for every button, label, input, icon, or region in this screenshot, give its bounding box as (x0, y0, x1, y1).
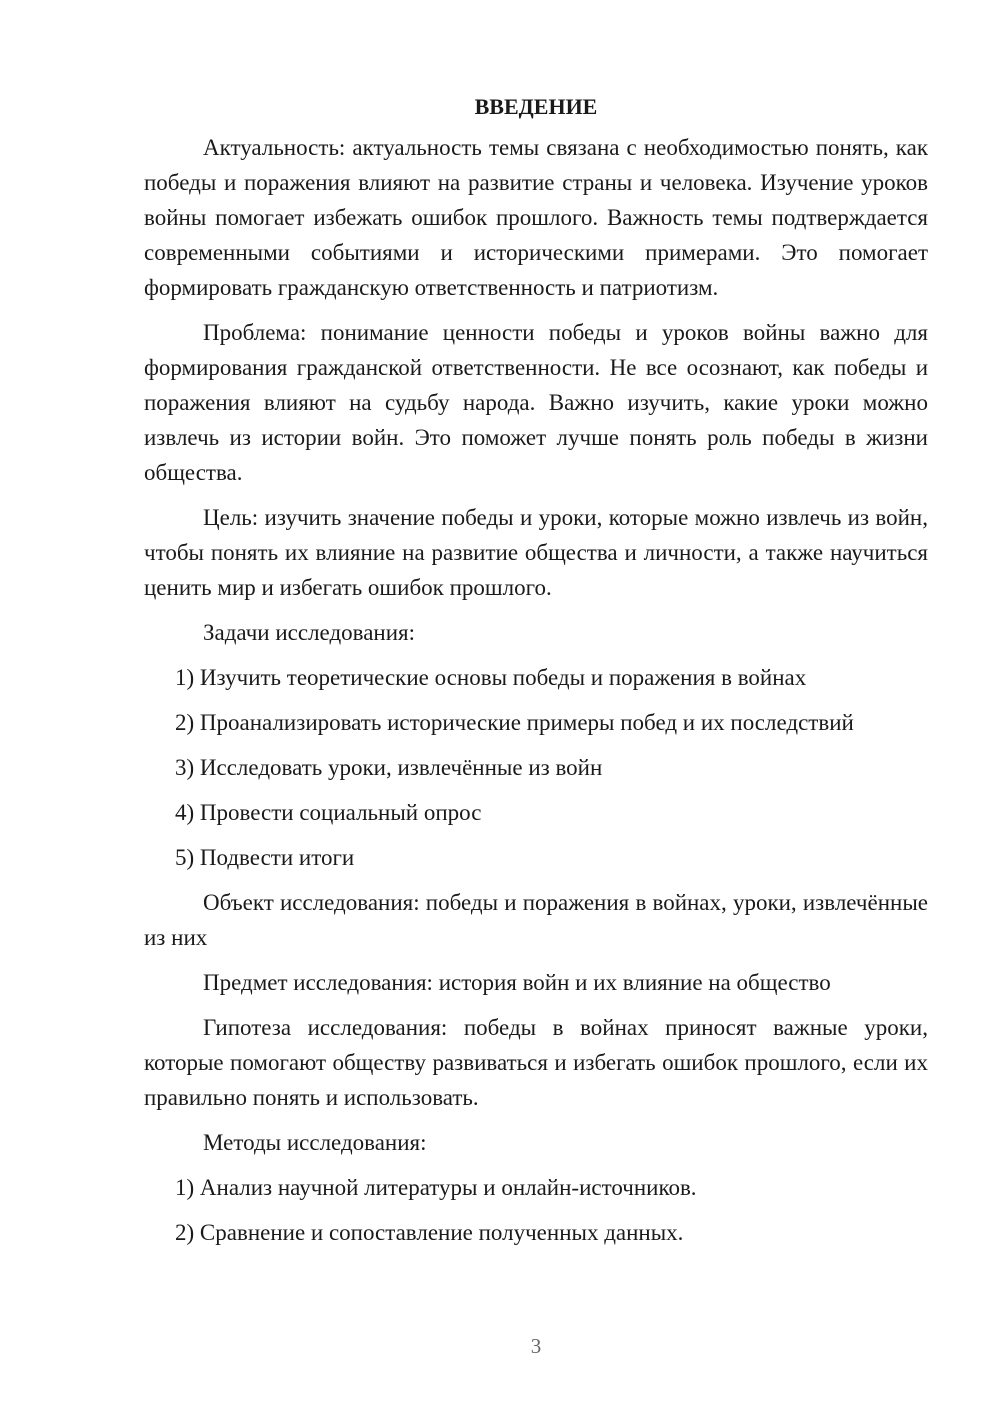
object-paragraph: Объект исследования: победы и поражения в войнах, уроки, извлечённые из них (144, 890, 928, 950)
task-item-2: 2) Проанализировать исторические примеры побед и их последствий (175, 710, 854, 735)
method-item-2: 2) Сравнение и сопоставление полученных данных. (175, 1220, 684, 1245)
goal-paragraph: Цель: изучить значение победы и уроки, которые можно извлечь из войн, чтобы понять их влияние на развитие общества и личности, а также научиться ценить мир и избегать ошибок прошлого. (144, 505, 928, 600)
task-item-4: 4) Провести социальный опрос (175, 800, 482, 825)
task-item-3: 3) Исследовать уроки, извлечённые из войн (175, 755, 603, 780)
hypothesis-paragraph: Гипотеза исследования: победы в войнах приносят важные уроки, которые помогают обществу развиваться и избегать ошибок прошлого, если их правильно понять и использовать. (144, 1015, 928, 1110)
method-item-1: 1) Анализ научной литературы и онлайн-источников. (175, 1175, 697, 1200)
section-title: ВВЕДЕНИЕ (474, 94, 598, 119)
task-item-1: 1) Изучить теоретические основы победы и поражения в войнах (175, 665, 807, 690)
tasks-heading: Задачи исследования: (203, 620, 416, 645)
task-item-5: 5) Подвести итоги (175, 845, 355, 870)
problem-paragraph: Проблема: понимание ценности победы и уроков войны важно для формирования гражданской ответственности. Не все осознают, как победы и поражения влияют на судьбу народа. Важно изучить, какие уроки можно извлечь из истории войн. Это поможет лучше понять роль победы в жизни общества. (144, 320, 928, 485)
subject-paragraph: Предмет исследования: история войн и их влияние на общество (203, 970, 831, 995)
methods-heading: Методы исследования: (203, 1130, 427, 1155)
page-number: 3 (530, 1334, 542, 1358)
relevance-paragraph: Актуальность: актуальность темы связана с необходимостью понять, как победы и поражения влияют на развитие страны и человека. Изучение уроков войны помогает избежать ошибок прошлого. Важность темы подтверждается современными событиями и историческими примерами. Это помогает формировать гражданскую ответственность и патриотизм. (144, 135, 928, 300)
document-page (144, 92, 928, 1260)
